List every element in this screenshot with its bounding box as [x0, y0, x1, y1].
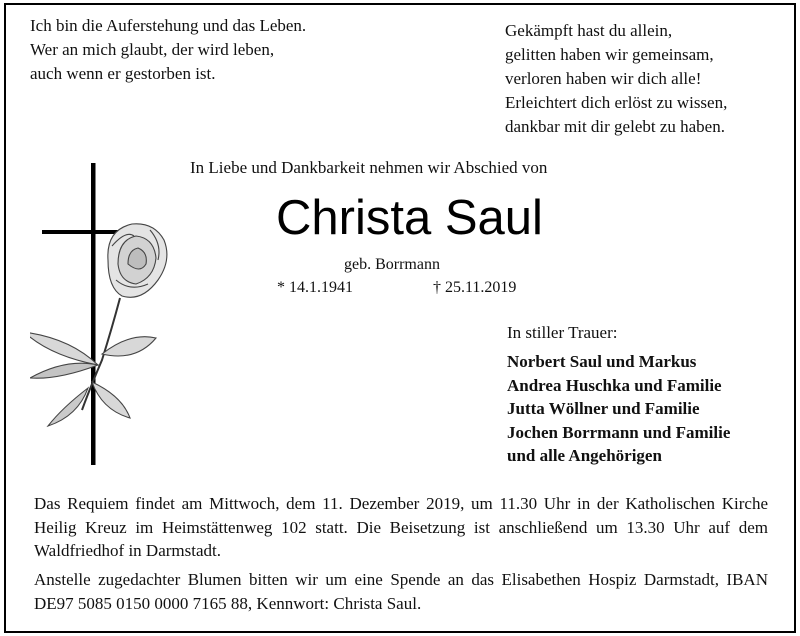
maiden-name: geb. Borrmann	[344, 256, 440, 273]
mourning-label: In stiller Trauer:	[507, 323, 618, 342]
death-date: † 25.11.2019	[433, 279, 517, 296]
poem-line: Gekämpft hast du allein,	[505, 21, 673, 40]
mourner-name: Norbert Saul und Markus	[507, 352, 697, 371]
mourner-name: Jochen Borrmann und Familie	[507, 422, 731, 442]
mourner-name: Andrea Huschka und Familie	[507, 375, 722, 395]
verse-line: Ich bin die Auferstehung und das Leben.	[30, 16, 307, 35]
verse-line: auch wenn er gestorben ist.	[30, 64, 216, 83]
mourner-name: Jutta Wöllner und Familie	[507, 399, 700, 418]
poem	[505, 19, 727, 139]
service-info: Das Requiem findet am Mittwoch, dem 11. Dezember 2019, um 11.30 Uhr in der Katholischen Kirche Heilig Kreuz im Heimstättenweg 102 statt. Die Beisetzung ist anschließend um 13.30 Uhr auf dem Waldfriedhof in Darmstadt.	[34, 494, 768, 560]
farewell-intro: In Liebe und Dankbarkeit nehmen wir Abschied von	[190, 158, 548, 177]
verse-line: Wer an mich glaubt, der wird leben,	[30, 40, 275, 59]
cross-icon	[30, 160, 190, 470]
poem-line: gelitten haben wir gemeinsam,	[505, 45, 714, 64]
poem-line: dankbar mit dir gelebt zu haben.	[505, 117, 725, 136]
poem-line: verloren haben wir dich alle!	[505, 69, 702, 88]
mourner-name: und alle Angehörigen	[507, 446, 662, 465]
deceased-name: Christa Saul	[276, 191, 543, 245]
bible-verse	[30, 14, 306, 86]
mourner-list	[507, 350, 730, 468]
donation-info: Anstelle zugedachter Blumen bitten wir um eine Spende an das Elisabethen Hospiz Darmstadt, IBAN DE97 5085 0150 0000 7165 88, Kennwort: Christa Saul.	[34, 570, 768, 613]
birth-date: * 14.1.1941	[277, 279, 353, 296]
rose-illustration	[30, 224, 167, 426]
poem-line: Erleichtert dich erlöst zu wissen,	[505, 93, 728, 112]
